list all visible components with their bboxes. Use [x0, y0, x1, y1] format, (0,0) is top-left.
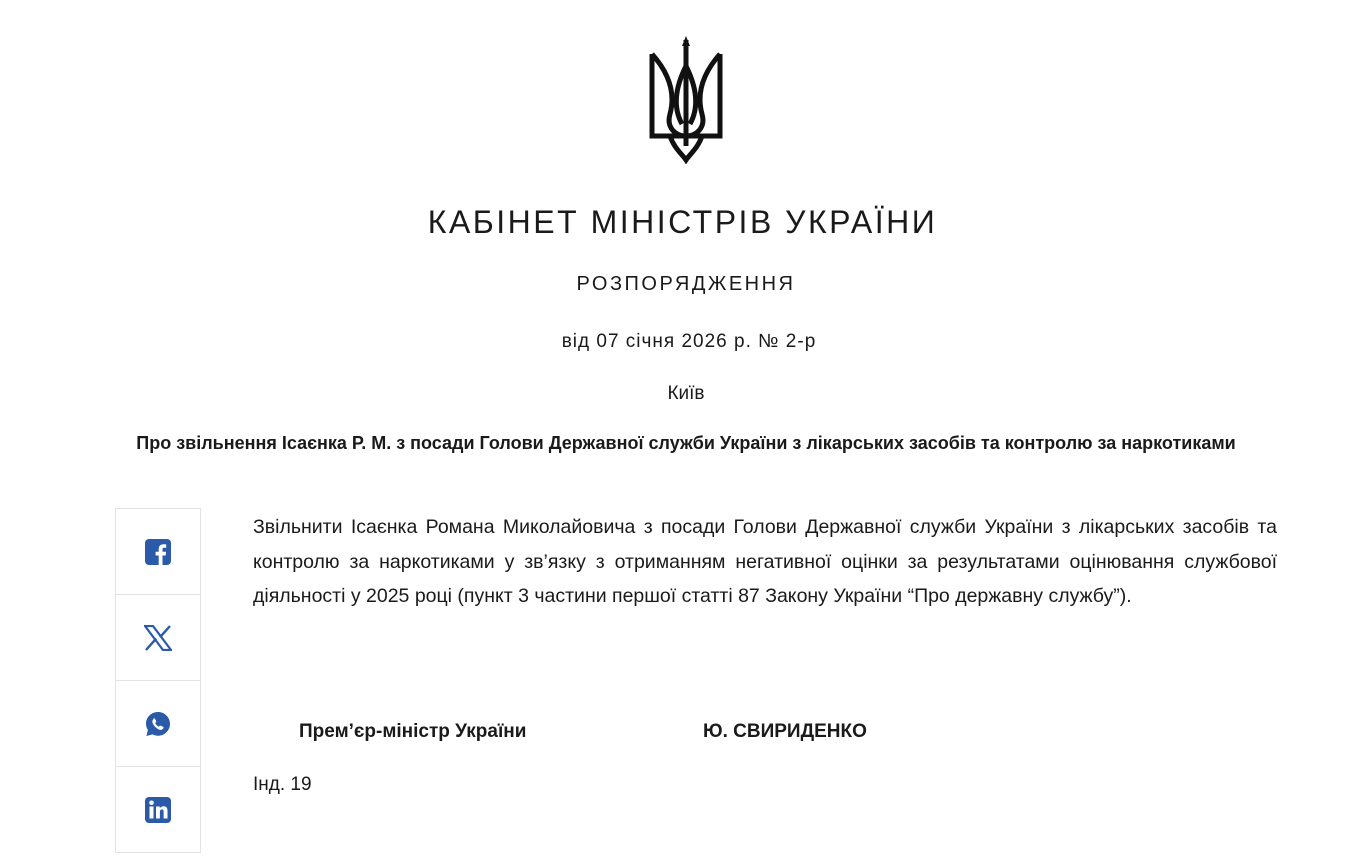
- organization-title: КАБІНЕТ МІНІСТРІВ УКРАЇНИ: [427, 204, 938, 240]
- whatsapp-icon: [144, 710, 172, 738]
- share-bar: [115, 508, 201, 853]
- x-twitter-icon: [144, 625, 172, 651]
- document-subject: Про звільнення Ісаєнка Р. М. з посади Голови Державної служби України з лікарських засобів та контролю за наркотиками: [136, 433, 1236, 453]
- share-facebook-button[interactable]: [116, 509, 200, 595]
- share-x-button[interactable]: [116, 595, 200, 681]
- document-type: РОЗПОРЯДЖЕННЯ: [576, 273, 796, 295]
- share-linkedin-button[interactable]: [116, 767, 200, 852]
- trident-emblem-icon: [646, 36, 726, 164]
- share-whatsapp-button[interactable]: [116, 681, 200, 767]
- facebook-icon: [144, 538, 172, 566]
- document-date-number: від 07 січня 2026 р. № 2-р: [561, 331, 817, 352]
- document-city: Київ: [667, 383, 705, 404]
- signatory-position: Прем’єр-міністр України: [299, 721, 527, 742]
- order-body-paragraph: Звільнити Ісаєнка Романа Миколайовича з посади Голови Державної служби України з лікарських засобів та контролю за наркотиками у зв’язку з отриманням негативної оцінки за результатами оцінювання службової діяльності у 2025 році (пункт 3 частини першої статті 87 Закону України “Про державну службу”).: [253, 516, 1277, 607]
- signatory-name: Ю. СВИРИДЕНКО: [703, 721, 867, 742]
- document-index: Інд. 19: [253, 774, 312, 795]
- linkedin-icon: [144, 796, 172, 824]
